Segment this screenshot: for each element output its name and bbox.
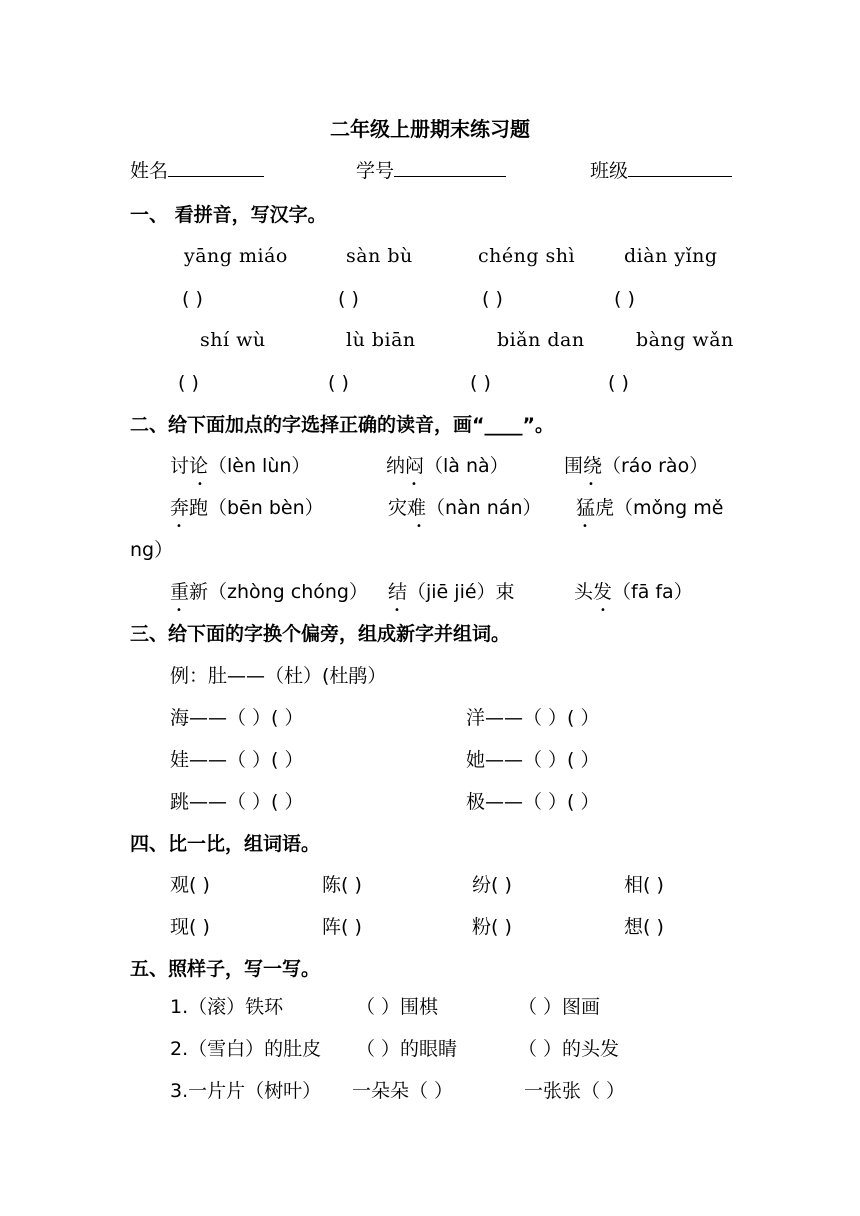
reading-choice[interactable]: 纳闷（là nà）: [386, 455, 509, 477]
answer-blank[interactable]: ( ): [178, 372, 199, 394]
radical-exercise[interactable]: 她——（ ）( ）: [466, 749, 600, 771]
compare-item[interactable]: 粉( ): [472, 916, 512, 938]
name-label: 姓名: [130, 160, 169, 182]
emphasis-dot: •: [600, 605, 606, 616]
emphasis-dot: •: [588, 479, 594, 490]
emphasis-dot: •: [394, 605, 400, 616]
reading-choice[interactable]: 结（jiē jié）束: [388, 581, 515, 603]
class-field[interactable]: [590, 158, 732, 181]
answer-blank[interactable]: ( ): [182, 288, 203, 310]
reading-choice[interactable]: 头发（fā fa）: [574, 581, 693, 603]
class-label: 班级: [590, 160, 629, 182]
pattern-item[interactable]: 一张张（ ）: [524, 1080, 626, 1102]
pattern-item[interactable]: （ ）的头发: [518, 1038, 620, 1060]
radical-exercise[interactable]: 跳——（ ）( ）: [170, 791, 304, 813]
number-field[interactable]: [356, 158, 506, 181]
compare-item[interactable]: 现( ): [170, 916, 210, 938]
emphasis-dot: •: [197, 479, 203, 490]
pattern-item[interactable]: 一朵朵（ ）: [352, 1080, 454, 1102]
reading-choice-wrap: ng）: [130, 539, 174, 561]
emphasis-dot: •: [176, 605, 182, 616]
example-line: 例：肚——（杜）(杜鹃）: [170, 665, 387, 687]
answer-blank[interactable]: ( ): [328, 372, 349, 394]
pattern-item: 2.（雪白）的肚皮: [170, 1038, 322, 1060]
radical-exercise[interactable]: 海——（ ）( ）: [170, 707, 304, 729]
pinyin-item: chéng shì: [478, 245, 576, 267]
emphasis-dot: •: [582, 521, 588, 532]
pinyin-item: shí wù: [200, 329, 266, 351]
pinyin-item: sàn bù: [346, 245, 413, 267]
answer-blank[interactable]: ( ): [338, 288, 359, 310]
radical-exercise[interactable]: 娃——（ ）( ）: [170, 749, 304, 771]
answer-blank[interactable]: ( ): [470, 372, 491, 394]
section-3-heading: 三、给下面的字换个偏旁，组成新字并组词。: [130, 623, 511, 645]
compare-item[interactable]: 纷( ): [472, 874, 512, 896]
pattern-item[interactable]: （ ）图画: [518, 996, 601, 1018]
number-label: 学号: [356, 160, 395, 182]
pinyin-item: yāng miáo: [184, 245, 288, 267]
compare-item[interactable]: 相( ): [624, 874, 664, 896]
pattern-item[interactable]: （ ）围棋: [356, 996, 439, 1018]
compare-item[interactable]: 观( ): [170, 874, 210, 896]
section-5-heading: 五、照样子，写一写。: [130, 958, 321, 980]
pinyin-item: biǎn dan: [497, 329, 585, 351]
answer-blank[interactable]: ( ): [482, 288, 503, 310]
answer-blank[interactable]: ( ): [608, 372, 629, 394]
section-2-heading: 二、给下面加点的字选择正确的读音，画“____”。: [130, 414, 554, 436]
section-1-heading: 一、 看拼音，写汉字。: [130, 204, 327, 226]
reading-choice[interactable]: 重新（zhòng chóng）: [170, 581, 368, 603]
pinyin-item: diàn yǐng: [624, 245, 718, 267]
reading-choice[interactable]: 灾难（nàn nán）: [388, 497, 542, 519]
emphasis-dot: •: [416, 521, 422, 532]
pinyin-item: bàng wǎn: [636, 329, 734, 351]
compare-item[interactable]: 陈( ): [322, 874, 362, 896]
reading-choice[interactable]: 猛虎（mǒng mě: [576, 497, 724, 519]
compare-item[interactable]: 阵( ): [322, 916, 362, 938]
page-title: 二年级上册期末练习题: [330, 117, 530, 141]
reading-choice[interactable]: 围绕（ráo rào）: [564, 455, 709, 477]
pattern-item: 1.（滚）铁环: [170, 996, 284, 1018]
emphasis-dot: •: [411, 479, 417, 490]
name-field[interactable]: [130, 158, 264, 181]
pinyin-item: lù biān: [346, 329, 416, 351]
name-blank[interactable]: [168, 158, 264, 177]
radical-exercise[interactable]: 极——（ ）( ）: [466, 791, 600, 813]
pattern-item[interactable]: （ ）的眼睛: [356, 1038, 458, 1060]
emphasis-dot: •: [176, 521, 182, 532]
radical-exercise[interactable]: 洋——（ ）( ）: [466, 707, 600, 729]
number-blank[interactable]: [394, 158, 506, 177]
pattern-item: 3.一片片（树叶）: [170, 1080, 322, 1102]
reading-choice[interactable]: 讨论（lèn lùn）: [170, 455, 311, 477]
class-blank[interactable]: [628, 158, 732, 177]
section-4-heading: 四、比一比，组词语。: [130, 833, 321, 855]
compare-item[interactable]: 想( ): [624, 916, 664, 938]
reading-choice[interactable]: 奔跑（bēn bèn）: [170, 497, 324, 519]
answer-blank[interactable]: ( ): [614, 288, 635, 310]
